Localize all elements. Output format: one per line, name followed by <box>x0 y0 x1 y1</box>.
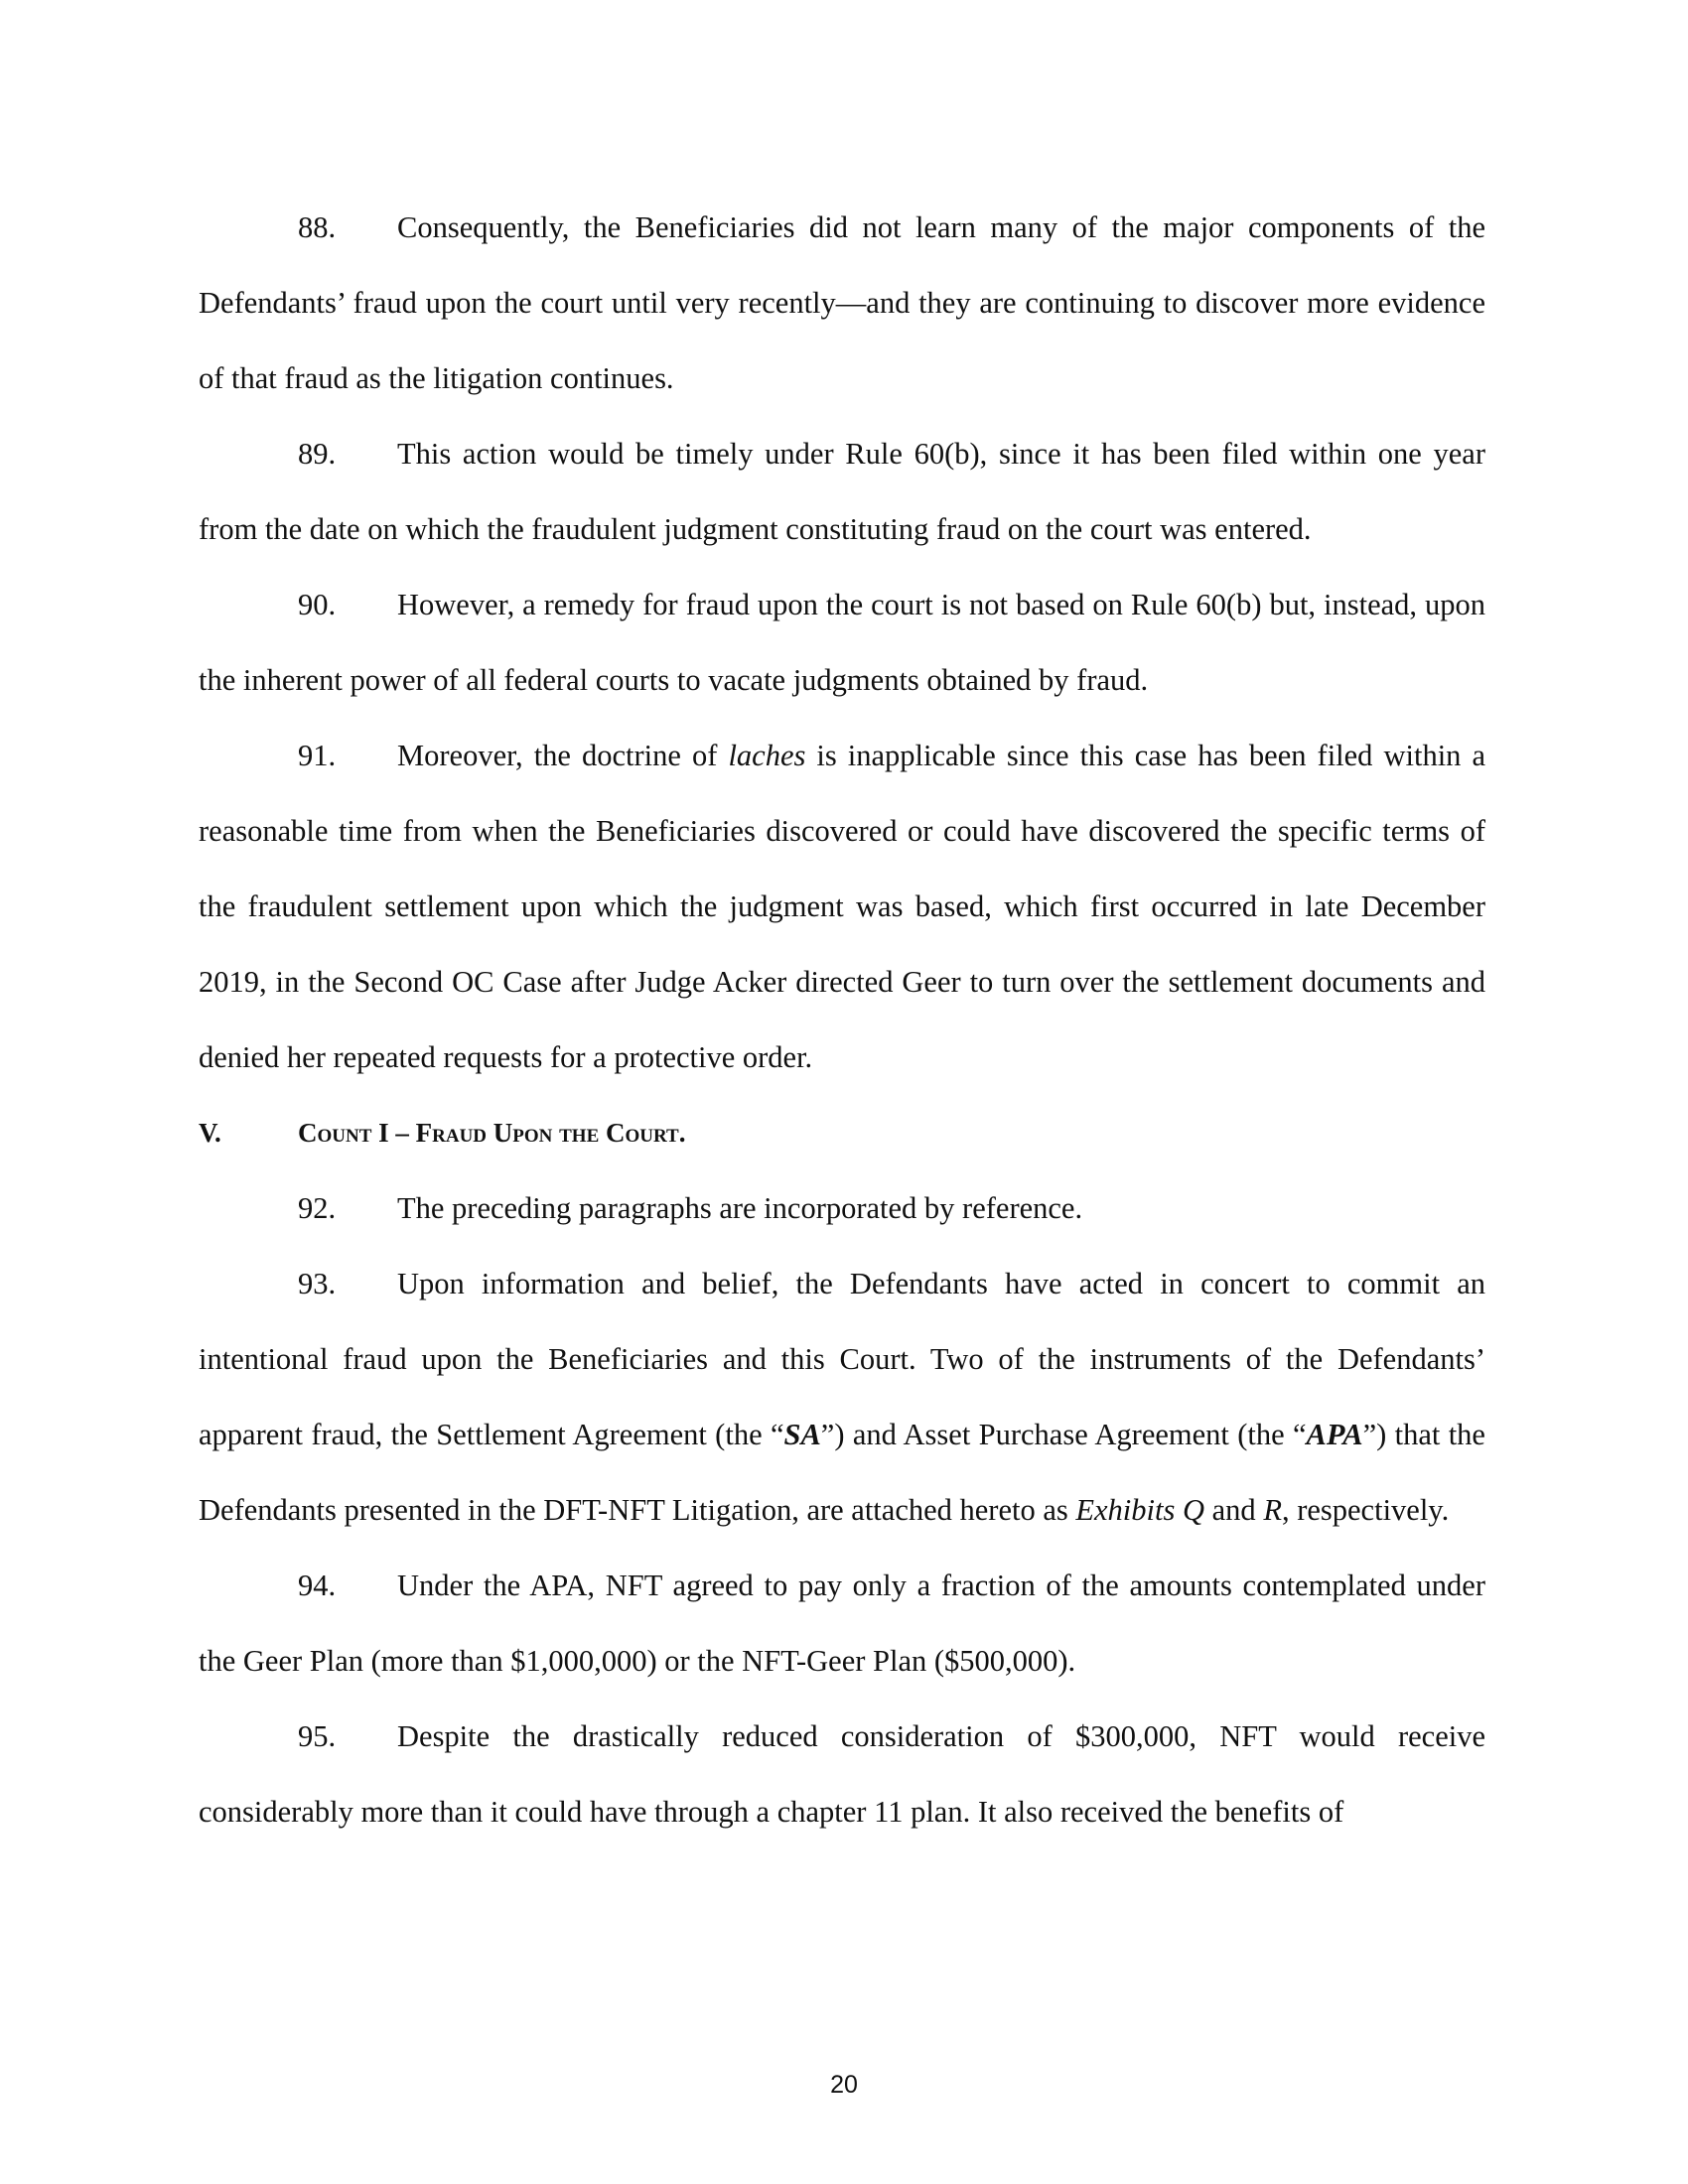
defined-term-sa: SA <box>783 1418 821 1451</box>
paragraph-90 <box>199 567 1485 718</box>
paragraph-text-continued: ”) and Asset Purchase Agreement (the “ <box>820 1418 1307 1451</box>
exhibit-reference-r: R <box>1263 1493 1282 1527</box>
paragraph-number: 92. <box>298 1191 337 1225</box>
paragraph-text-continued: is inapplicable since this case has been filed within a reasonable time from when the Beneficiaries discovered or could have discovered the specific terms of the fraudulent settlement upon which the judgment was based, which first occurred in late December 2019, in the Second OC Case after Judge Acker directed Geer to turn over the settlement documents and denied her repeated requests for a protective order. <box>199 739 1485 1074</box>
paragraph-number: 89. <box>298 437 337 471</box>
paragraph-95 <box>199 1699 1485 1849</box>
exhibit-reference-q: Exhibits Q <box>1075 1493 1205 1527</box>
paragraph-number: 93. <box>298 1267 337 1300</box>
section-heading <box>199 1095 1485 1170</box>
paragraph-text: This action would be timely under Rule 60(b), since it has been filed within one year from the date on which the fraudulent judgment constituting fraud on the court was entered. <box>199 437 1485 546</box>
paragraph-88 <box>199 190 1485 416</box>
paragraph-number: 88. <box>298 210 337 244</box>
paragraph-number: 94. <box>298 1569 337 1602</box>
paragraph-number: 91. <box>298 739 337 772</box>
paragraph-number: 90. <box>298 588 337 621</box>
paragraph-92 <box>199 1170 1485 1246</box>
paragraph-text-continued: and <box>1204 1493 1264 1527</box>
paragraph-text: However, a remedy for fraud upon the court is not based on Rule 60(b) but, instead, upon the inherent power of all federal courts to vacate judgments obtained by fraud. <box>199 588 1485 697</box>
paragraph-text: Despite the drastically reduced consideration of $300,000, NFT would receive considerably more than it could have through a chapter 11 plan. It also received the benefits of <box>199 1719 1485 1829</box>
defined-term-apa: APA <box>1306 1418 1363 1451</box>
page-number: 20 <box>830 2071 858 2099</box>
paragraph-text-continued: , respectively. <box>1281 1493 1450 1527</box>
paragraph-89 <box>199 416 1485 567</box>
document-body <box>199 190 1485 1849</box>
paragraph-text: Consequently, the Beneficiaries did not learn many of the major components of the Defendants’ fraud upon the court until very recently—and they are continuing to discover more evidence of that fraud as the litigation continues. <box>199 210 1485 395</box>
paragraph-text: Under the APA, NFT agreed to pay only a fraction of the amounts contemplated under the Geer Plan (more than $1,000,000) or the NFT-Geer Plan ($500,000). <box>199 1569 1485 1678</box>
section-numeral: V. <box>199 1118 221 1148</box>
paragraph-text-continued: ”) that the Defendants presented in the DFT-NFT Litigation, are attached hereto as <box>199 1418 1485 1527</box>
paragraph-text: The preceding paragraphs are incorporated by reference. <box>397 1191 1083 1225</box>
paragraph-91 <box>199 718 1485 1095</box>
italic-term-laches: laches <box>728 739 806 772</box>
paragraph-93 <box>199 1246 1485 1548</box>
paragraph-text: Upon information and belief, the Defendants have acted in concert to commit an intentional fraud upon the Beneficiaries and this Court. Two of the instruments of the Defendants’ apparent fraud, the Settlement Agreement (the “ <box>199 1267 1485 1451</box>
paragraph-number: 95. <box>298 1719 337 1753</box>
section-title: Count I – Fraud Upon the Court. <box>298 1118 686 1148</box>
paragraph-text: Moreover, the doctrine of <box>397 739 729 772</box>
paragraph-94 <box>199 1548 1485 1699</box>
